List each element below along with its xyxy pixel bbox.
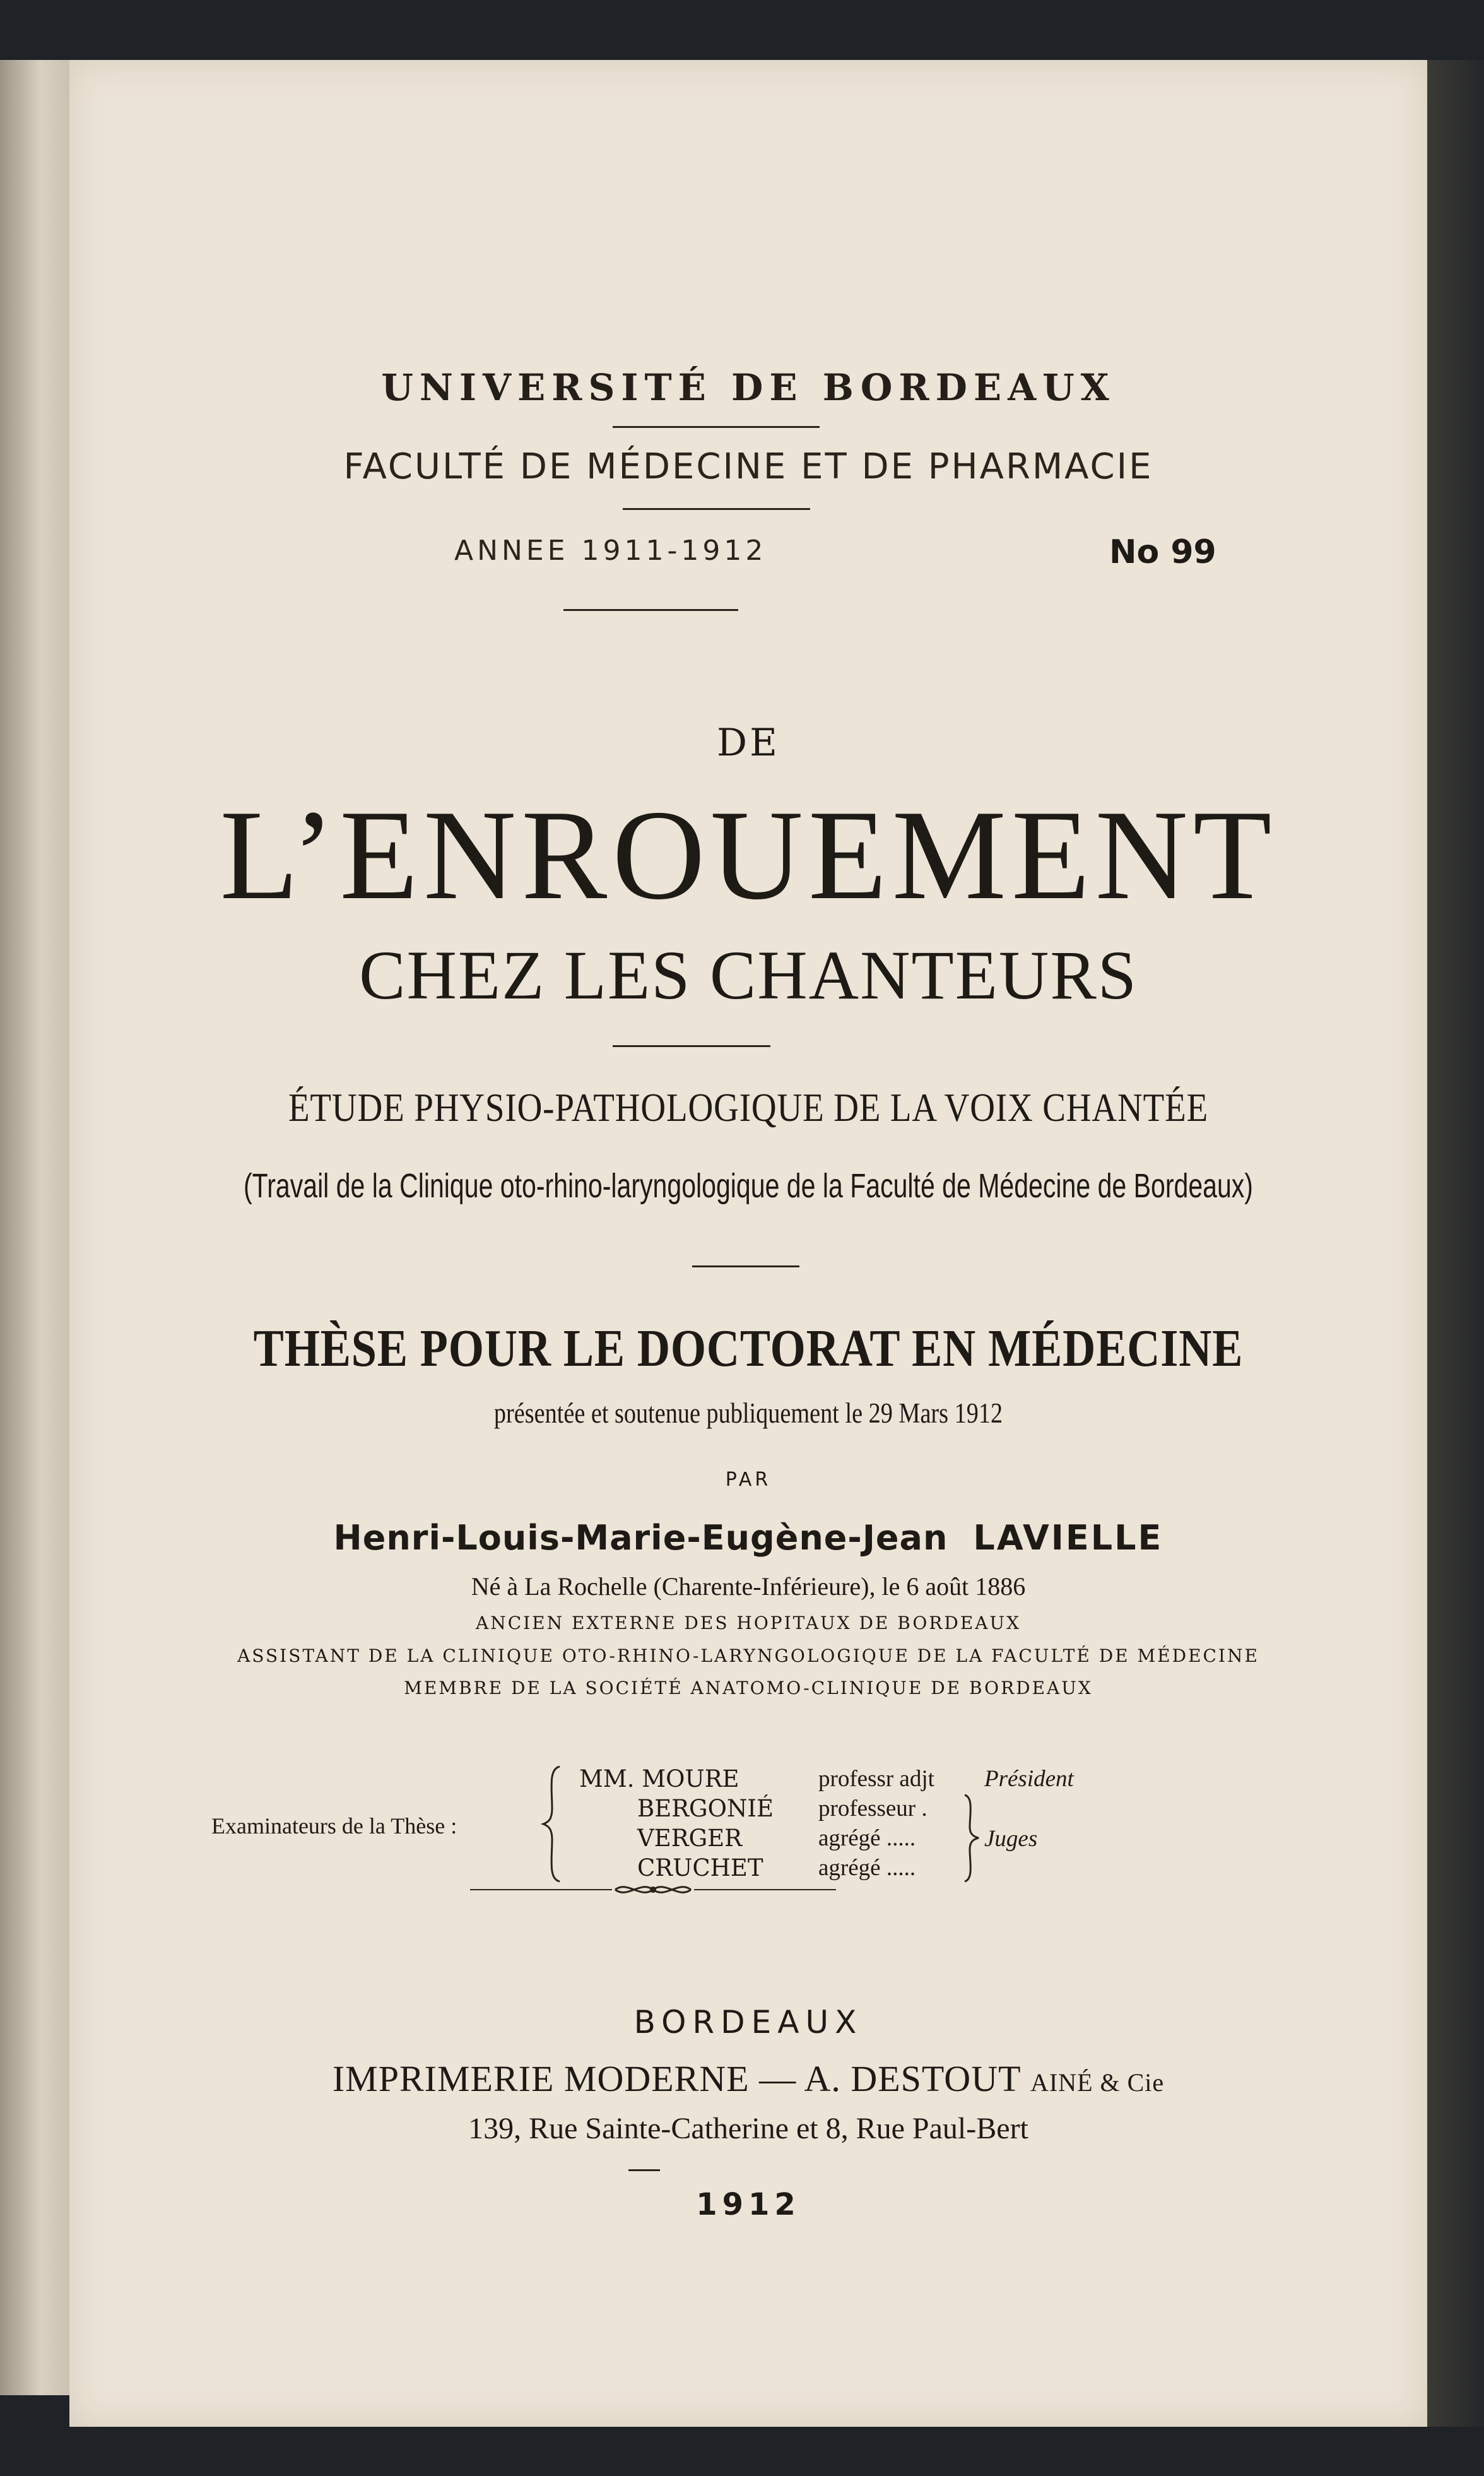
examiner-name: MM. MOURE bbox=[579, 1765, 739, 1792]
credential-line: MEMBRE DE LA SOCIÉTÉ ANATOMO-CLINIQUE DE BORDEAUX bbox=[404, 1678, 1093, 1698]
ornament-icon bbox=[609, 1879, 697, 1900]
printer-address: 139, Rue Sainte-Catherine et 8, Rue Paul-Bert bbox=[468, 2112, 1028, 2145]
thesis-number: No 99 bbox=[1109, 533, 1216, 571]
author-birth: Né à La Rochelle (Charente-Inférieure), le 6 août 1886 bbox=[471, 1572, 1026, 1601]
examiner-name: BERGONIÉ bbox=[637, 1795, 774, 1822]
author-surname: LAVIELLE bbox=[973, 1518, 1163, 1558]
university-name: UNIVERSITÉ DE BORDEAUX bbox=[381, 366, 1116, 409]
examiners-label: Examinateurs de la Thèse : bbox=[211, 1813, 457, 1839]
by-label: PAR bbox=[725, 1469, 772, 1491]
defense-date: présentée et soutenue publiquement le 29 Mars 1912 bbox=[493, 1397, 1003, 1429]
thesis-heading: THÈSE POUR LE DOCTORAT EN MÉDECINE bbox=[253, 1319, 1244, 1378]
author-name bbox=[69, 1518, 1427, 1558]
printer-suffix: AINÉ & Cie bbox=[1030, 2068, 1165, 2097]
main-title: L’ENROUEMENT bbox=[220, 784, 1277, 927]
examiner-role: professeur . bbox=[818, 1796, 928, 1821]
academic-year: ANNEE 1911-1912 bbox=[454, 535, 767, 567]
examiner-names bbox=[579, 1764, 774, 1883]
ornament-rule-right bbox=[694, 1889, 836, 1890]
clinic-note: (Travail de la Clinique oto-rhino-laryngologique de la Faculté de Médecine de Bordeaux) bbox=[244, 1167, 1253, 1205]
printer-name: IMPRIMERIE MODERNE — A. DESTOUT bbox=[332, 2058, 1021, 2099]
ornament-rule-left bbox=[470, 1889, 612, 1890]
divider-6 bbox=[628, 2169, 660, 2171]
printer-line bbox=[69, 2058, 1427, 2100]
faculty-name: FACULTÉ DE MÉDECINE ET DE PHARMACIE bbox=[343, 446, 1153, 487]
imprint-city: BORDEAUX bbox=[633, 2004, 863, 2041]
title-prefix: DE bbox=[717, 721, 780, 765]
book-binding-edge bbox=[1427, 60, 1484, 2427]
subtitle: CHEZ LES CHANTEURS bbox=[359, 937, 1138, 1014]
right-brace-icon bbox=[962, 1792, 981, 1884]
examiner-role: professr adjt bbox=[818, 1766, 934, 1792]
divider-2 bbox=[623, 508, 810, 510]
author-given-names: Henri-Louis-Marie-Eugène-Jean bbox=[333, 1518, 948, 1558]
president-label: Président bbox=[984, 1766, 1074, 1792]
examiner-name: CRUCHET bbox=[637, 1854, 763, 1881]
adjacent-page-edge bbox=[0, 60, 76, 2395]
divider-1 bbox=[613, 426, 820, 428]
study-description: ÉTUDE PHYSIO-PATHOLOGIQUE DE LA VOIX CHANTÉE bbox=[288, 1085, 1209, 1130]
examiner-role: agrégé ..... bbox=[818, 1825, 916, 1851]
divider-3 bbox=[563, 609, 738, 611]
left-brace-icon bbox=[539, 1764, 565, 1884]
divider-4 bbox=[613, 1045, 770, 1047]
title-page bbox=[69, 60, 1427, 2427]
credential-line: ASSISTANT DE LA CLINIQUE OTO-RHINO-LARYNGOLOGIQUE DE LA FACULTÉ DE MÉDECINE bbox=[237, 1645, 1259, 1666]
publication-year: 1912 bbox=[696, 2187, 801, 2222]
divider-5 bbox=[692, 1265, 799, 1267]
judges-label: Juges bbox=[984, 1826, 1038, 1852]
examiner-roles bbox=[818, 1764, 934, 1883]
examiner-name: VERGER bbox=[637, 1825, 743, 1852]
examiner-role: agrégé ..... bbox=[818, 1855, 916, 1881]
credential-line: ANCIEN EXTERNE DES HOPITAUX DE BORDEAUX bbox=[475, 1613, 1022, 1633]
